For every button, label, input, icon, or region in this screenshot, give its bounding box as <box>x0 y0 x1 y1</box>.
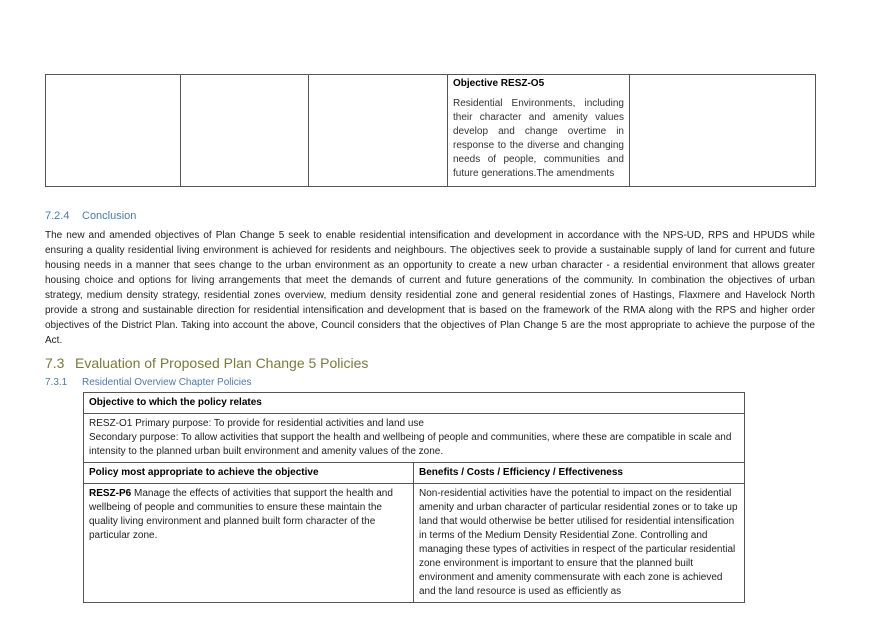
table-cell <box>181 75 309 187</box>
conclusion-paragraph: The new and amended objectives of Plan Change 5 seek to enable residential intensification and development in accordance with the NPS-UD, RPS and HPUDS while ensuring a quality residential living environment is achieved for residents and neighbours. The objectives seek to provide a sustainable supply of land for current and future housing needs in a manner that sees change to the urban environment as an opportunity to create a new urban character - a residential environment that allows greater housing choice and options for living arrangements that meet the demands of current and future generations of the community. In combination the objectives of urban strategy, medium density strategy, residential zones overview, medium density residential zone and general residential zones of Hastings, Flaxmere and Havelock North provide a strong and sustainable direction for residential intensification and development that is based on the framework of the RMA along with the RPS and higher order objectives of the District Plan. Taking into account the above, Council considers that the objectives of Plan Change 5 are the most appropriate to achieve the purpose of the Act. <box>45 230 815 346</box>
section-title: Residential Overview Chapter Policies <box>82 377 252 388</box>
section-number: 7.3.1 <box>45 377 68 388</box>
policy-evaluation-table <box>83 392 745 603</box>
section-title: Conclusion <box>82 210 137 222</box>
benefits-column-header: Benefits / Costs / Efficiency / Effectiveness <box>414 463 745 484</box>
section-heading-conclusion <box>45 210 136 222</box>
objective-cell <box>84 414 745 463</box>
table-cell <box>309 75 448 187</box>
objective-cell <box>448 75 630 187</box>
policy-cell <box>84 484 414 603</box>
section-number: 7.2.4 <box>45 210 70 222</box>
section-title: Evaluation of Proposed Plan Change 5 Policies <box>75 355 369 371</box>
section-heading-policies <box>45 355 368 371</box>
objective-header: Objective to which the policy relates <box>84 393 745 414</box>
section-number: 7.3 <box>45 355 65 371</box>
table-cell <box>630 75 816 187</box>
table-cell <box>46 75 181 187</box>
policy-column-header: Policy most appropriate to achieve the objective <box>84 463 414 484</box>
objective-title: Objective RESZ-O5 <box>453 78 545 89</box>
objective-text: Residential Environments, including their character and amenity values develop and change overtime in response to the diverse and changing needs of people, communities and future generations.The amendments <box>453 98 624 179</box>
objective-line: Secondary purpose: To allow activities that support the health and wellbeing of people and communities, where these are compatible in scale and intensity to the planned urban built environment and amenity values of the zone. <box>89 432 732 457</box>
section-heading-overview <box>45 377 252 388</box>
policy-code: RESZ-P6 <box>89 488 132 499</box>
continued-objectives-table <box>45 74 816 187</box>
policy-text: Manage the effects of activities that support the health and wellbeing of people and communities to ensure these maintain the quality living environment and planned built form character of the particular zone. <box>89 488 393 541</box>
benefits-cell: Non-residential activities have the potential to impact on the residential amenity and urban character of particular residential zones or to take up land that would otherwise be better utilised for residential intensification in terms of the Medium Density Residential Zone. Controlling and managing these types of activities in respect of the particular residential zone environment is important to ensure that the planned built environment and amenity commensurate with each zone is achieved and the land resource is used as efficiently as <box>414 484 745 603</box>
objective-line: RESZ-O1 Primary purpose: To provide for residential activities and land use <box>89 418 424 429</box>
